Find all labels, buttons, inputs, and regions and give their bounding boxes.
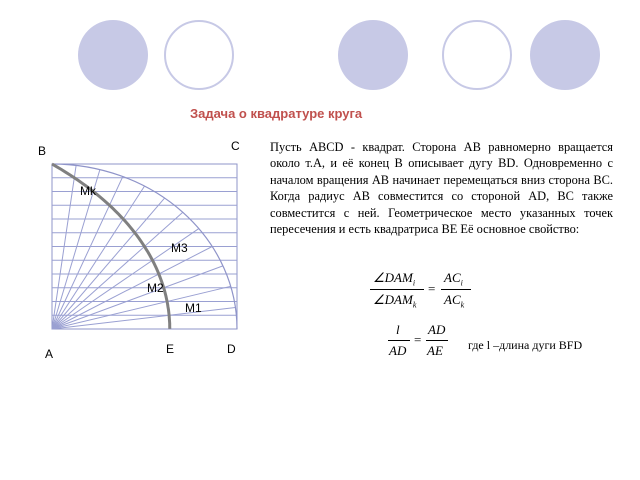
label-c: C: [231, 139, 240, 153]
label-e: E: [166, 342, 175, 356]
radius-line: [52, 177, 123, 329]
label-a: A: [45, 347, 54, 361]
label-m3: M3: [171, 241, 188, 255]
radius-line: [52, 266, 223, 329]
problem-description: Пусть ABCD - квадрат. Сторона AB равномерно вращается около т.A, и её конец B описывает дугу BD. Одновременно с началом вращения AB начинает перемещаться вниз сторона BC. Когда радиус AB совместится со стороной AD, BC также совместится с ней. Геометрическое место указанных точек пересечения и есть квадратриса BE Её основное свойство:: [270, 140, 613, 237]
formula1-right-denominator: $AC_k$: [444, 292, 465, 310]
radius-line: [52, 212, 183, 329]
label-d: D: [227, 342, 236, 356]
formula1-left-denominator: $\angle DAM_k$: [373, 292, 417, 310]
formula1-right-numerator: $AC_i$: [444, 270, 463, 288]
arc-length-note: где l –длина дуги BFD: [468, 338, 583, 352]
label-m2: M2: [147, 281, 164, 295]
formula-angle-ratio: $\angle DAM_i$ $\angle DAM_k$ = $AC_i$ $AC_k$: [370, 270, 480, 312]
label-m1: M1: [185, 301, 202, 315]
label-b: B: [38, 144, 47, 158]
formula2-left-denominator: AD: [389, 343, 407, 358]
radius-line: [52, 186, 145, 329]
label-mk: Mk: [80, 184, 96, 198]
formula-length-ratio: l AD = AD AE: [388, 322, 458, 362]
page-title: Задача о квадратуре круга: [190, 106, 363, 121]
formula1-left-numerator: $\angle DAM_i$: [373, 270, 416, 288]
formula2-left-numerator: l: [396, 322, 400, 337]
formula2-right-denominator: AE: [427, 343, 443, 358]
formula2-right-numerator: AD: [428, 322, 446, 337]
radius-line: [52, 286, 231, 329]
